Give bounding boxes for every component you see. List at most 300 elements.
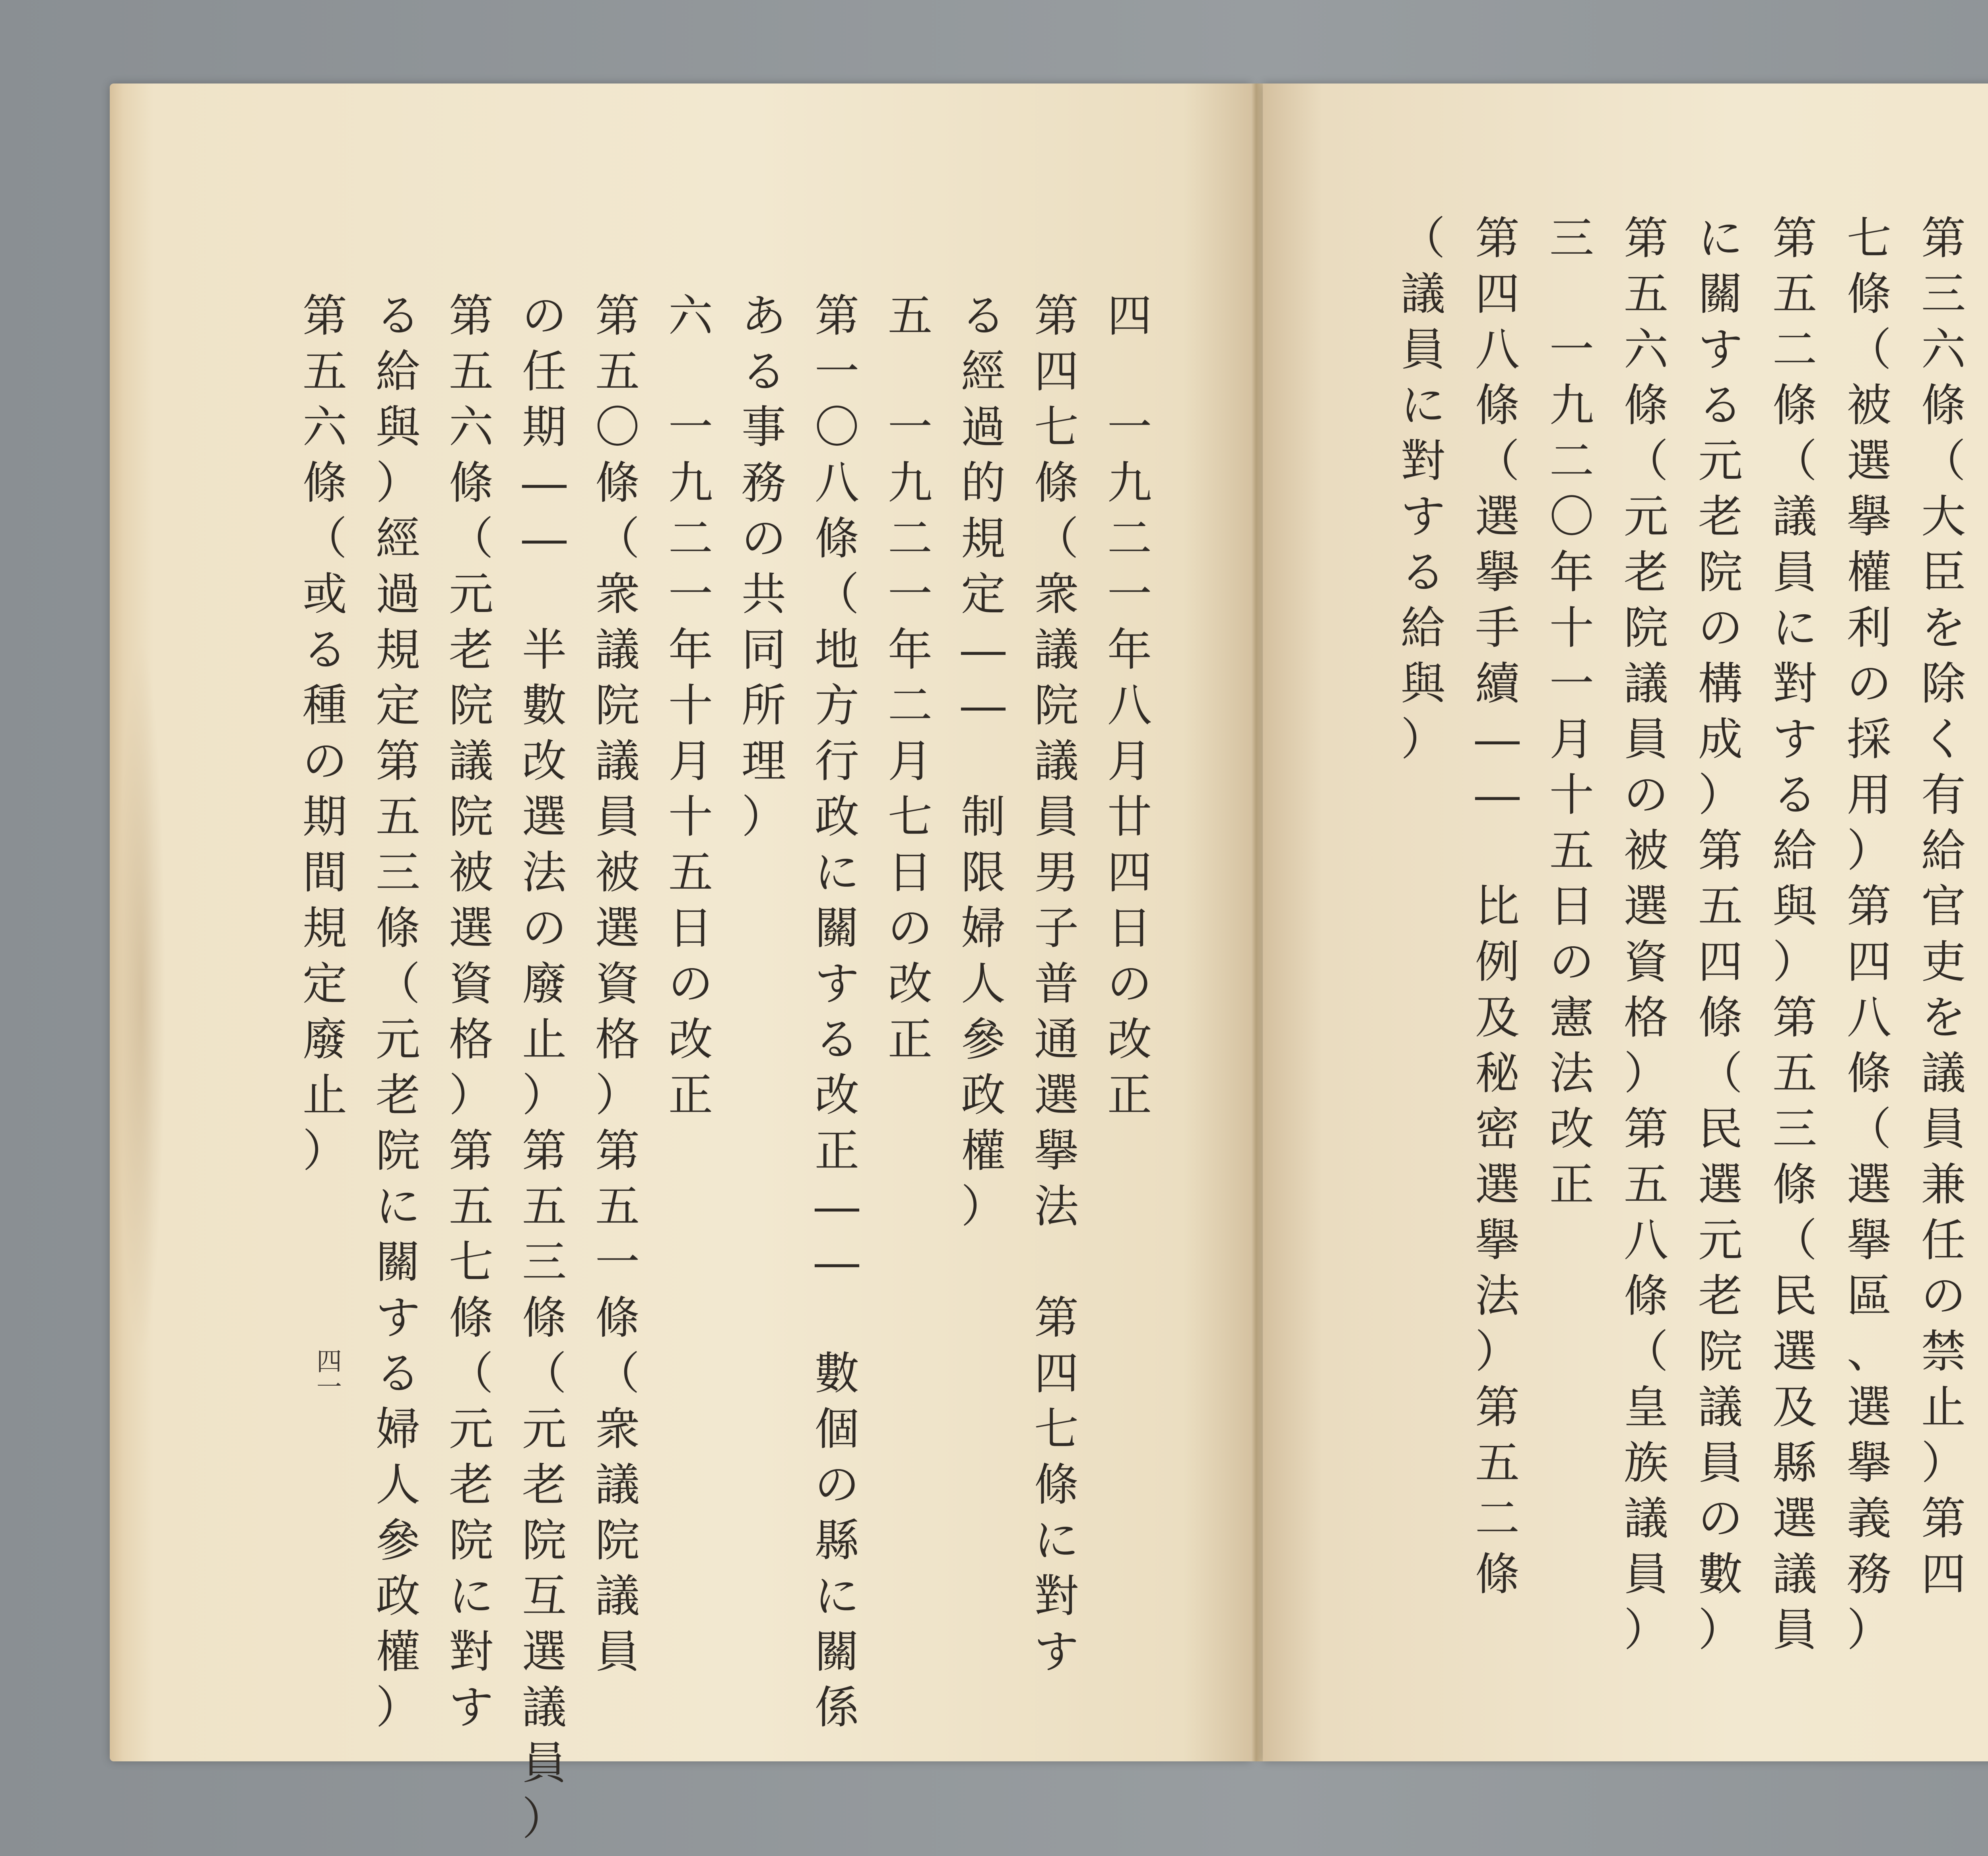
character: 日 (888, 847, 932, 899)
character: 被 (1624, 825, 1668, 877)
character: ） (522, 1793, 567, 1845)
character: 議 (1698, 1382, 1743, 1433)
character: 議 (595, 1571, 640, 1622)
character: の (1847, 658, 1891, 710)
character: 條 (1847, 1048, 1891, 1099)
character (513, 567, 576, 622)
character (1540, 266, 1604, 322)
character: 二 (1549, 435, 1594, 487)
character: 關 (1698, 268, 1743, 320)
character: る (1773, 769, 1817, 821)
character (1986, 433, 1988, 489)
character: ― (522, 513, 567, 565)
character (1986, 211, 1988, 266)
character: 過 (376, 569, 420, 620)
character: （ (1698, 1048, 1743, 1099)
character: 第 (1847, 881, 1891, 932)
character: 期 (303, 791, 347, 843)
character: 條 (1921, 380, 1966, 431)
character: 六 (668, 290, 713, 342)
character: 的 (961, 457, 1006, 509)
character: 條 (815, 513, 859, 565)
character: 構 (1698, 658, 1743, 710)
character (1986, 322, 1988, 378)
character: の (668, 958, 713, 1010)
character: 續 (1475, 658, 1520, 710)
character: 選 (1698, 1159, 1743, 1211)
character: 婦 (961, 903, 1006, 954)
text-column (1837, 211, 1901, 1658)
character: 六 (1921, 324, 1966, 376)
character: 兼 (1921, 1159, 1966, 1211)
character: ） (1847, 825, 1891, 877)
character: 議 (1401, 268, 1445, 320)
character: 給 (1921, 825, 1966, 877)
character: 五 (668, 847, 713, 899)
character: 婦 (376, 1404, 420, 1455)
character: 第 (1475, 213, 1520, 264)
character: あ (742, 290, 786, 342)
character: 元 (1698, 1215, 1743, 1266)
character: 議 (595, 1459, 640, 1511)
text-column (586, 288, 649, 1680)
character (1986, 879, 1988, 934)
character: に (815, 847, 859, 899)
character: 權 (1847, 547, 1891, 598)
character: 地 (815, 624, 859, 676)
character: の (1549, 936, 1594, 988)
character: の (303, 736, 347, 787)
character: 五 (449, 346, 493, 398)
character: 議 (1921, 1048, 1966, 1099)
character: 對 (1773, 658, 1817, 710)
character: 十 (1549, 769, 1594, 821)
character: 關 (815, 1626, 859, 1678)
character (1986, 767, 1988, 823)
character: ― (815, 1237, 859, 1288)
character: 例 (1475, 936, 1520, 988)
character: 條 (449, 457, 493, 509)
character: 經 (961, 346, 1006, 398)
character: 秘 (1475, 1048, 1520, 1099)
character: 個 (815, 1404, 859, 1455)
character (1986, 1046, 1988, 1101)
character: ） (376, 457, 420, 509)
character: ） (1624, 1604, 1668, 1656)
character: す (449, 1682, 493, 1734)
character: 經 (376, 513, 420, 565)
text-column (1763, 211, 1827, 1658)
character: に (815, 1571, 859, 1622)
text-column (878, 288, 942, 1068)
character: （ (522, 1348, 567, 1400)
character: 五 (1773, 268, 1817, 320)
character (1986, 378, 1988, 433)
character: の (1107, 958, 1152, 1010)
character: 密 (1475, 1103, 1520, 1155)
character: 給 (1401, 602, 1445, 654)
character: 〇 (815, 402, 859, 453)
character: 員 (1034, 791, 1079, 843)
character: 族 (1624, 1437, 1668, 1489)
character: 五 (595, 1181, 640, 1233)
text-column (1025, 288, 1088, 1680)
character: 止 (1921, 1382, 1966, 1433)
character: 九 (668, 457, 713, 509)
character: 互 (522, 1571, 567, 1622)
character: に (449, 1571, 493, 1622)
character: 七 (1847, 213, 1891, 264)
character: の (888, 903, 932, 954)
character: 六 (1624, 324, 1668, 376)
character: 四 (1921, 1549, 1966, 1600)
character: 或 (303, 569, 347, 620)
character: 對 (1034, 1571, 1079, 1622)
character: 改 (815, 1070, 859, 1121)
character (878, 344, 942, 400)
left-page-number: 四一 (312, 1348, 342, 1399)
character: 議 (1034, 624, 1079, 676)
character: 四 (1034, 346, 1079, 398)
character: 縣 (815, 1515, 859, 1567)
character (1986, 266, 1988, 322)
character: 第 (449, 1125, 493, 1177)
character: の (1624, 769, 1668, 821)
character: 三 (522, 1237, 567, 1288)
character: 皇 (1624, 1382, 1668, 1433)
character: 員 (1624, 714, 1668, 765)
character: 條 (595, 1292, 640, 1344)
character: す (1773, 714, 1817, 765)
character: 員 (1921, 1103, 1966, 1155)
character: 五 (1698, 881, 1743, 932)
character: （ (1921, 435, 1966, 487)
character: 條 (1624, 380, 1668, 431)
page-stain (118, 640, 165, 1356)
text-column (1614, 211, 1678, 1658)
character: 議 (1034, 736, 1079, 787)
character: 與 (376, 402, 420, 453)
character: ― (815, 1181, 859, 1233)
character: 八 (1107, 680, 1152, 732)
character: 老 (522, 1459, 567, 1511)
character (659, 344, 722, 400)
text-column (513, 288, 576, 1847)
character: 第 (1921, 1493, 1966, 1545)
book-gutter (1251, 83, 1263, 1761)
character: 資 (449, 958, 493, 1010)
character: 六 (449, 402, 493, 453)
character: 八 (1475, 324, 1520, 376)
character: 條 (1034, 457, 1079, 509)
character: 止 (303, 1070, 347, 1121)
character: る (815, 1014, 859, 1066)
character: 元 (1624, 491, 1668, 543)
character: 規 (961, 513, 1006, 565)
character (1986, 656, 1988, 712)
character: に (376, 1181, 420, 1233)
character: 七 (1034, 402, 1079, 453)
text-column (951, 288, 1015, 1235)
character: 第 (1034, 290, 1079, 342)
character: 員 (1401, 324, 1445, 376)
character: 第 (376, 736, 420, 787)
character: 同 (742, 624, 786, 676)
character: 二 (888, 513, 932, 565)
text-column (1986, 211, 1988, 1101)
character: 元 (449, 569, 493, 620)
character: 條 (1773, 380, 1817, 431)
character: 四 (1107, 290, 1152, 342)
character: 參 (376, 1515, 420, 1567)
character: 老 (1698, 1270, 1743, 1322)
character: 三 (1921, 268, 1966, 320)
character: 院 (1698, 547, 1743, 598)
character: 廢 (303, 1014, 347, 1066)
character: を (1921, 602, 1966, 654)
character: ） (1698, 1604, 1743, 1656)
character: 種 (303, 680, 347, 732)
character: 五 (522, 1181, 567, 1233)
text-column (366, 288, 430, 1736)
character: 給 (1773, 825, 1817, 877)
character: 院 (522, 1515, 567, 1567)
character: 條 (376, 903, 420, 954)
character: 月 (888, 736, 932, 787)
character: 條 (595, 457, 640, 509)
character: す (1698, 324, 1743, 376)
character: 老 (1624, 547, 1668, 598)
character: 第 (1921, 213, 1966, 264)
character: 務 (1847, 1549, 1891, 1600)
character: 第 (303, 290, 347, 342)
character: 議 (1773, 491, 1817, 543)
character: 半 (522, 624, 567, 676)
character: 五 (595, 346, 640, 398)
character: 年 (668, 624, 713, 676)
character (1986, 545, 1988, 600)
character: ） (522, 1070, 567, 1121)
character: 二 (1107, 513, 1152, 565)
character: 第 (1698, 825, 1743, 877)
character: 過 (961, 402, 1006, 453)
character: （ (595, 513, 640, 565)
character: 選 (1624, 881, 1668, 932)
character (1986, 712, 1988, 767)
character: 條 (1475, 380, 1520, 431)
character: 人 (961, 958, 1006, 1010)
character (1986, 823, 1988, 879)
text-column (659, 288, 722, 1123)
character: 選 (595, 903, 640, 954)
character: く (1921, 714, 1966, 765)
character: に (1401, 380, 1445, 431)
character: 元 (449, 1404, 493, 1455)
character: 二 (888, 680, 932, 732)
character: 改 (888, 958, 932, 1010)
character: 數 (1698, 1549, 1743, 1600)
character: 數 (522, 680, 567, 732)
character: 日 (1107, 903, 1152, 954)
character: 九 (1107, 457, 1152, 509)
character: す (1034, 1626, 1079, 1678)
character: 憲 (1549, 992, 1594, 1044)
character: 衆 (1034, 569, 1079, 620)
character: （ (595, 1348, 640, 1400)
character: 條 (1475, 1549, 1520, 1600)
character: 衆 (595, 569, 640, 620)
character: 限 (961, 847, 1006, 899)
character: 五 (888, 290, 932, 342)
character: 改 (1549, 1103, 1594, 1155)
character: ） (1847, 1604, 1891, 1656)
character: 三 (376, 847, 420, 899)
character: 被 (449, 847, 493, 899)
character: 條 (1698, 992, 1743, 1044)
character: 〇 (1549, 491, 1594, 543)
character: ― (1475, 769, 1520, 821)
character: 一 (815, 346, 859, 398)
character: す (376, 1292, 420, 1344)
character: 格 (1624, 992, 1668, 1044)
character: 年 (888, 624, 932, 676)
character: 選 (1475, 1159, 1520, 1211)
character: る (376, 290, 420, 342)
character: 與 (1773, 881, 1817, 932)
character: 一 (1549, 658, 1594, 710)
character (1986, 990, 1988, 1046)
character: 正 (815, 1125, 859, 1177)
character: 四 (1698, 936, 1743, 988)
character: 法 (522, 847, 567, 899)
character: 選 (522, 1626, 567, 1678)
character: 關 (815, 903, 859, 954)
character: 選 (1773, 1326, 1817, 1378)
character: 選 (522, 791, 567, 843)
character: 員 (1773, 547, 1817, 598)
character: 二 (668, 513, 713, 565)
character: 資 (1624, 936, 1668, 988)
character: 人 (376, 1459, 420, 1511)
character: 月 (668, 736, 713, 787)
text-column (1540, 211, 1604, 1213)
character: （ (1401, 213, 1445, 264)
character: ） (1773, 936, 1817, 988)
character: 有 (1921, 769, 1966, 821)
character: 擧 (1847, 1437, 1891, 1489)
character: 議 (595, 624, 640, 676)
character: 間 (303, 847, 347, 899)
character: 及 (1475, 992, 1520, 1044)
character: 區 (1847, 1270, 1891, 1322)
character: 日 (668, 903, 713, 954)
character: 成 (1698, 714, 1743, 765)
text-column (732, 288, 796, 845)
character: 改 (522, 736, 567, 787)
character: 共 (742, 569, 786, 620)
character: る (1401, 547, 1445, 598)
character: 規 (376, 624, 420, 676)
text-column (1098, 288, 1161, 1123)
character (1025, 1235, 1088, 1290)
character: 議 (1624, 658, 1668, 710)
character: （ (1773, 435, 1817, 487)
character: 元 (1698, 435, 1743, 487)
character: 務 (742, 457, 786, 509)
character: る (376, 1348, 420, 1400)
character: 手 (1475, 602, 1520, 654)
character: 事 (742, 402, 786, 453)
character: 第 (595, 290, 640, 342)
text-column (293, 288, 357, 1179)
character: 選 (1847, 1382, 1891, 1433)
character: す (815, 958, 859, 1010)
character: 條 (522, 1292, 567, 1344)
character: 一 (1549, 324, 1594, 376)
character (1986, 934, 1988, 990)
character: 老 (376, 1070, 420, 1121)
character: 吏 (1921, 936, 1966, 988)
character: 議 (522, 1682, 567, 1734)
character: 資 (595, 958, 640, 1010)
character: 四 (1847, 936, 1891, 988)
character (1466, 823, 1529, 879)
character: 院 (595, 1515, 640, 1567)
character: 政 (376, 1571, 420, 1622)
character: 四 (1034, 1348, 1079, 1400)
character: ） (1921, 1437, 1966, 1489)
character: の (742, 513, 786, 565)
character: 條 (449, 1292, 493, 1344)
character: 九 (1549, 380, 1594, 431)
character: 員 (595, 1626, 640, 1678)
character: 日 (1549, 881, 1594, 932)
character: （ (303, 513, 347, 565)
character: 擧 (1847, 491, 1891, 543)
character: 法 (1034, 1181, 1079, 1233)
character: 第 (1034, 1292, 1079, 1344)
character: 男 (1034, 847, 1079, 899)
character: 五 (1624, 268, 1668, 320)
character: 議 (595, 736, 640, 787)
character: ） (303, 1125, 347, 1177)
character: 院 (1698, 1326, 1743, 1378)
character: に (1034, 1515, 1079, 1567)
character: 對 (449, 1626, 493, 1678)
character: 七 (449, 1237, 493, 1288)
character: （ (1034, 513, 1079, 565)
character: 縣 (1773, 1437, 1817, 1489)
character: 條 (1624, 1270, 1668, 1322)
character: 及 (1773, 1382, 1817, 1433)
character: 官 (1921, 881, 1966, 932)
character: 第 (1475, 1382, 1520, 1433)
character: 員 (595, 791, 640, 843)
character: 政 (815, 791, 859, 843)
character: 改 (1107, 1014, 1152, 1066)
character: 被 (595, 847, 640, 899)
character: 五 (1773, 1048, 1817, 1099)
character: 選 (1773, 1493, 1817, 1545)
character: ― (961, 624, 1006, 676)
character: ） (1475, 1326, 1520, 1378)
character: （ (1847, 324, 1891, 376)
character: 七 (1034, 1404, 1079, 1455)
character: 正 (888, 1014, 932, 1066)
character: 老 (449, 1459, 493, 1511)
character: 第 (595, 1125, 640, 1177)
character: 院 (449, 680, 493, 732)
